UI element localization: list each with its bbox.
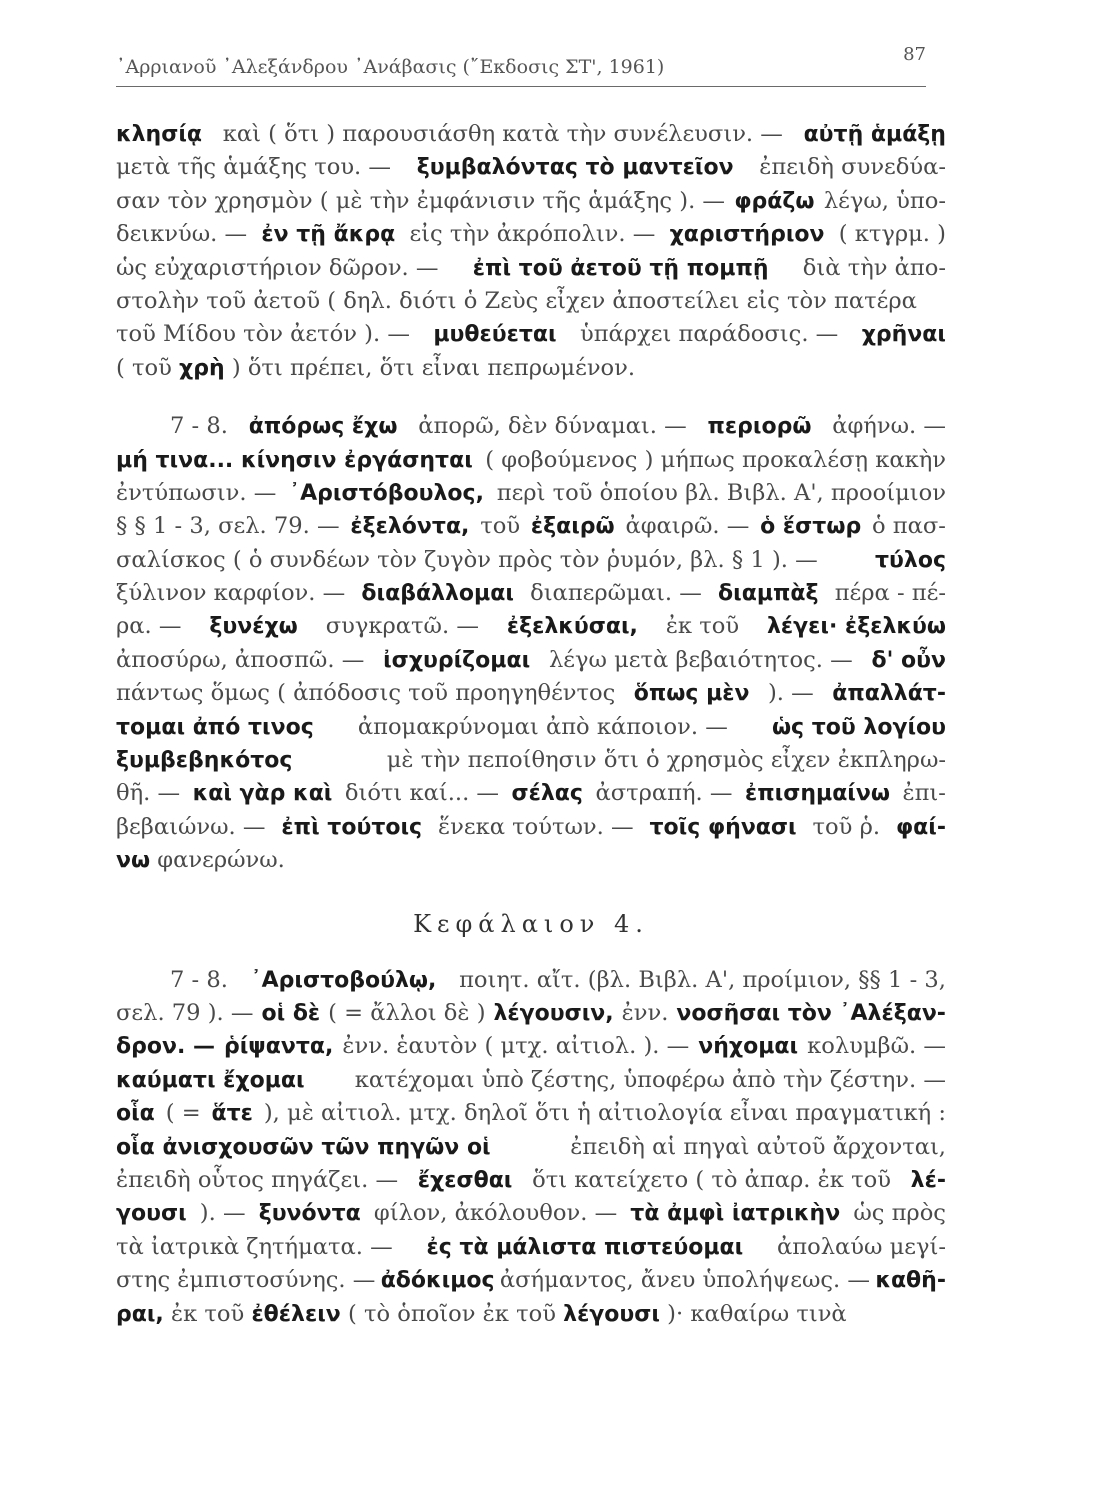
gloss-text: ἐντύπωσιν. — — [116, 479, 277, 506]
header-title: ᾿Αρριανοῦ ᾿Αλεξάνδρου ᾿Ανάβασις (῎Εκδοσις ΣΤ', 1961) — [116, 56, 665, 78]
lemma-term: λέγουσι — [563, 1301, 660, 1327]
lemma-term: διαβάλλομαι — [361, 581, 514, 607]
text-line — [116, 711, 946, 744]
gloss-text: λέγω, ὑπο- — [823, 187, 946, 214]
lemma-term: ἐθέλειν — [251, 1301, 341, 1327]
text-line — [116, 218, 946, 251]
gloss-text: ἐπειδὴ οὗτος πηγάζει. — — [116, 1166, 399, 1193]
lemma-term: ἐπὶ τοῦ ἀετοῦ τῇ πομπῇ — [472, 255, 769, 281]
text-line — [116, 744, 946, 777]
lemma-term: λέ- — [910, 1167, 946, 1193]
lemma-term: ἰσχυρίζομαι — [383, 647, 531, 673]
gloss-text: 7 - 8. — [170, 966, 228, 993]
gloss-text: σαλίσκος ( ὁ συνδέων τὸν ζυγὸν πρὸς τὸν ῥυμόν, βλ. § 1 ). — — [116, 546, 818, 573]
gloss-text: κατέχομαι ὑπὸ ζέστης, ὑποφέρω ἀπὸ τὴν ζέστην. — — [354, 1066, 946, 1093]
lemma-term: νω — [116, 848, 151, 874]
gloss-text: τοῦ Μίδου τὸν ἀετόν ). — — [116, 321, 410, 348]
gloss-text: ἐπειδὴ συνεδύα- — [759, 154, 946, 181]
text-line — [116, 997, 946, 1030]
lemma-term: ἅτε — [211, 1101, 253, 1127]
lemma-term: ἀπόρως ἔχω — [248, 414, 398, 440]
gloss-text: ἐπειδὴ αἱ πηγαὶ αὐτοῦ ἄρχονται, — [570, 1133, 946, 1160]
lemma-term: τομαι ἀπό τινος — [116, 714, 314, 740]
gloss-text: ξύλινον καρφίον. — — [116, 580, 346, 607]
text-line — [116, 444, 946, 477]
lemma-term: τοῖς φήνασι — [649, 814, 797, 840]
lemma-term: ὅπως μὲν — [633, 681, 750, 707]
gloss-text: φανερώνω. — [157, 847, 285, 874]
text-line — [116, 1131, 946, 1164]
lemma-term: ὡς τοῦ λογίου — [771, 714, 946, 740]
text-line — [116, 151, 946, 184]
lemma-term: ἐξαιρῶ — [530, 514, 615, 540]
lemma-term: ἐν τῇ ἄκρᾳ — [261, 222, 396, 248]
text-line — [116, 1030, 946, 1063]
lemma-term: μή τινα... κίνησιν ἐργάσηται — [116, 447, 473, 473]
text-line — [116, 1164, 946, 1197]
gloss-text: περὶ τοῦ ὁποίου βλ. Βιβλ. Α', προοίμιον — [496, 479, 946, 506]
text-line — [116, 352, 946, 385]
gloss-text: στολὴν τοῦ ἀετοῦ ( δηλ. διότι ὁ Ζεὺς εἶχεν ἀποστείλει εἰς τὸν πατέρα — [116, 287, 917, 314]
lemma-term: δ' οὖν — [871, 647, 946, 673]
text-line — [116, 1097, 946, 1130]
gloss-text: ἀπορῶ, δὲν δύναμαι. — — [418, 413, 687, 440]
gloss-text: ( κτγρμ. ) — [838, 221, 946, 248]
paragraph-1 — [116, 118, 946, 385]
gloss-text: ὑπάρχει παράδοσις. — — [579, 321, 839, 348]
text-line — [116, 1298, 946, 1331]
gloss-text: ἐπι- — [902, 780, 946, 807]
lemma-term: ἐς τὰ μάλιστα πιστεύομαι — [426, 1234, 744, 1260]
lemma-term: σέλας — [511, 781, 583, 807]
gloss-text: βεβαιώνω. — — [116, 813, 266, 840]
gloss-text: ( = ἄλλοι δὲ ) — [328, 999, 486, 1026]
gloss-text: φίλον, ἀκόλουθον. — — [373, 1200, 618, 1227]
lemma-term: νοσῆσαι τὸν ᾿Αλέξαν- — [676, 1000, 946, 1026]
text-line — [116, 1197, 946, 1230]
text-line — [116, 252, 946, 285]
lemma-term: χαριστήριον — [669, 222, 825, 248]
gloss-text: ἐνν. ἑαυτὸν ( μτχ. αἰτιολ. ). — — [342, 1033, 690, 1060]
lemma-term: ᾿Αριστόβουλος, — [289, 480, 484, 506]
gloss-text: ρα. — — [116, 613, 182, 640]
text-line — [116, 610, 946, 643]
lemma-term: λέγει· ἐξελκύω — [766, 614, 946, 640]
text-line — [116, 318, 946, 351]
lemma-term: κλησίᾳ — [116, 122, 203, 147]
gloss-text: ἀσήμαντος, ἄνευ ὑπολήψεως. — — [499, 1267, 871, 1294]
gloss-text: ἀφαιρῶ. — — [625, 513, 750, 540]
lemma-term: ἐξελκύσαι, — [506, 614, 638, 640]
lemma-term: ξυνέχω — [209, 614, 298, 640]
gloss-text: θῆ. — — [116, 780, 181, 807]
gloss-text: ( τοῦ — [116, 354, 172, 381]
gloss-text: ἐκ τοῦ — [665, 613, 740, 640]
gloss-text: ἐκ τοῦ — [170, 1300, 245, 1327]
lemma-term: ῥίψαντα, — [223, 1034, 334, 1060]
lemma-term: ξυμβεβηκότος — [116, 748, 293, 774]
lemma-term: ἀπαλλάτ- — [832, 681, 946, 707]
gloss-text: λέγω μετὰ βεβαιότητος. — — [548, 646, 853, 673]
text-line — [116, 544, 946, 577]
body-text — [116, 118, 946, 1331]
lemma-term: οἱ δὲ — [261, 1000, 321, 1026]
gloss-text: ἀστραπή. — — [595, 780, 733, 807]
gloss-text: στης ἐμπιστοσύνης. — — [116, 1267, 376, 1294]
gloss-text: ἀπολαύω μεγί- — [776, 1233, 946, 1260]
text-line — [116, 410, 946, 443]
lemma-term: ἐξελόντα, — [350, 514, 470, 540]
lemma-term: αὐτῇ ἁμάξῃ — [803, 122, 946, 147]
page-number: 87 — [903, 44, 926, 65]
text-line — [116, 285, 946, 318]
gloss-text: σελ. 79 ). — — [116, 999, 254, 1026]
lemma-term: περιορῶ — [707, 414, 812, 440]
paragraph-2 — [116, 410, 946, 877]
gloss-text: τοῦ ῥ. — [812, 813, 881, 840]
lemma-term: δρον. — — [116, 1034, 215, 1060]
gloss-text: πάντως ὅμως ( ἀπόδοσις τοῦ προηγηθέντος — [116, 680, 616, 707]
gloss-text: ). — — [199, 1200, 246, 1227]
gloss-text: εἰς τὴν ἀκρόπολιν. — — [409, 221, 656, 248]
text-line — [116, 1264, 946, 1297]
lemma-term: οἷα ἀνισχουσῶν τῶν πηγῶν οἱ — [116, 1134, 491, 1160]
gloss-text: ). — — [767, 680, 814, 707]
lemma-term: φαί- — [895, 814, 946, 840]
lemma-term: καθῆ- — [875, 1268, 946, 1294]
lemma-term: χρὴ — [179, 355, 225, 381]
text-line — [116, 1064, 946, 1097]
lemma-term: οἷα — [116, 1101, 155, 1127]
gloss-text: πέρα - πέ- — [834, 580, 946, 607]
lemma-term: τύλος — [875, 547, 946, 573]
text-line — [116, 777, 946, 810]
gloss-text: δεικνύω. — — [116, 221, 248, 248]
gloss-text: 7 - 8. — [170, 413, 228, 440]
lemma-term: ἐπισημαίνω — [744, 781, 890, 807]
lemma-term: καὶ γὰρ καὶ — [192, 781, 333, 807]
lemma-term: λέγουσιν, — [493, 1000, 614, 1026]
lemma-term: ραι, — [116, 1301, 164, 1327]
gloss-text: ), μὲ αἰτιολ. μτχ. δηλοῖ ὅτι ἡ αἰτιολογία εἶναι πραγματική : — [263, 1100, 946, 1127]
gloss-text: διότι καί... — — [344, 780, 500, 807]
gloss-text: διὰ τὴν ἀπο- — [802, 254, 946, 281]
text-line — [116, 677, 946, 710]
gloss-text: ( = — [165, 1100, 201, 1127]
gloss-text: ὡς πρὸς — [853, 1200, 946, 1227]
gloss-text: ( τὸ ὁποῖον ἐκ τοῦ — [347, 1300, 556, 1327]
gloss-text: ὅτι κατείχετο ( τὸ ἀπαρ. ἐκ τοῦ — [532, 1166, 891, 1193]
gloss-text: τὰ ἰατρικὰ ζητήματα. — — [116, 1233, 393, 1260]
gloss-text: μὲ τὴν πεποίθησιν ὅτι ὁ χρησμὸς εἶχεν ἐκπληρω- — [386, 747, 946, 774]
lemma-term: φράζω — [734, 188, 815, 214]
lemma-term: ἀδόκιμος — [380, 1268, 495, 1294]
gloss-text: ἕνεκα τούτων. — — [438, 813, 634, 840]
gloss-text: § § 1 - 3, σελ. 79. — — [116, 513, 340, 540]
lemma-term: ἔχεσθαι — [417, 1167, 513, 1193]
text-line — [116, 577, 946, 610]
lemma-term: τὰ ἀμφὶ ἰατρικὴν — [630, 1201, 841, 1227]
lemma-term: νήχομαι — [698, 1034, 799, 1060]
text-line — [116, 964, 946, 997]
chapter-heading: Κεφάλαιον 4. — [413, 909, 649, 938]
gloss-text: ὡς εὐχαριστήριον δῶρον. — — [116, 254, 439, 281]
text-line — [116, 477, 946, 510]
text-line — [116, 1231, 946, 1264]
lemma-term: ξυνόντα — [258, 1201, 361, 1227]
gloss-text: ἐνν. — [621, 999, 669, 1026]
text-line — [116, 811, 946, 844]
gloss-text: ( φοβούμενος ) μήπως προκαλέσῃ κακὴν — [485, 446, 946, 473]
lemma-term: ἐπὶ τούτοις — [281, 814, 423, 840]
gloss-text: καὶ ( ὅτι ) παρουσιάσθη κατὰ τὴν συνέλευσιν. — — [222, 121, 783, 147]
lemma-term: ὁ ἕστωρ — [760, 514, 862, 540]
lemma-term: ξυμβαλόντας τὸ μαντεῖον — [416, 155, 734, 181]
paragraph-3 — [116, 964, 946, 1331]
gloss-text: ὁ πασ- — [871, 513, 946, 540]
text-line — [116, 185, 946, 218]
gloss-text: μετὰ τῆς ἁμάξης του. — — [116, 154, 392, 181]
gloss-text: σαν τὸν χρησμὸν ( μὲ τὴν ἐμφάνισιν τῆς ἁμάξης ). — — [116, 187, 726, 214]
running-header — [116, 44, 926, 87]
text-line — [116, 510, 946, 543]
gloss-text: )· καθαίρω τινὰ — [667, 1300, 847, 1327]
lemma-term: ᾿Αριστοβούλῳ, — [250, 967, 437, 993]
gloss-text: τοῦ — [480, 513, 521, 540]
gloss-text: ἀποσύρω, ἀποσπῶ. — — [116, 646, 365, 673]
gloss-text: συγκρατῶ. — — [325, 613, 479, 640]
lemma-term: χρῆναι — [861, 322, 946, 348]
gloss-text: ) ὅτι πρέπει, ὅτι εἶναι πεπρωμένον. — [231, 354, 636, 381]
text-line — [116, 844, 946, 877]
text-line — [116, 644, 946, 677]
gloss-text: ἀπομακρύνομαι ἀπὸ κάποιον. — — [357, 713, 728, 740]
gloss-text: ἀφήνω. — — [832, 413, 946, 440]
gloss-text: διαπερῶμαι. — — [530, 580, 702, 607]
lemma-term: μυθεύεται — [433, 322, 557, 348]
lemma-term: διαμπὰξ — [718, 581, 819, 607]
lemma-term: γουσι — [116, 1201, 187, 1227]
lemma-term: καύματι ἔχομαι — [116, 1067, 305, 1093]
gloss-text: κολυμβῶ. — — [807, 1033, 946, 1060]
text-line — [116, 118, 946, 151]
gloss-text: ποιητ. αἴτ. (βλ. Βιβλ. Α', προίμιον, §§ 1 - 3, — [459, 966, 946, 993]
